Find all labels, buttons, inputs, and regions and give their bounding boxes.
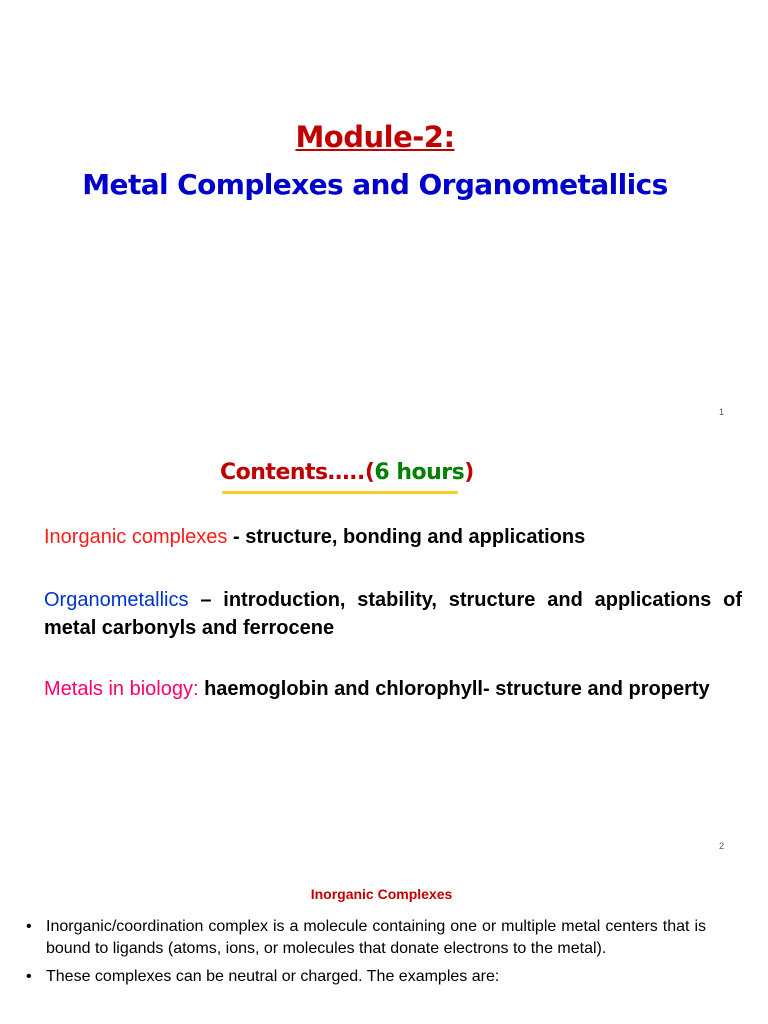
slide-title: Inorganic Complexes — [310, 886, 453, 902]
contents-item-lead: Metals in biology: — [44, 678, 199, 700]
title-slide — [0, 0, 768, 432]
module-heading: Module-2: — [295, 120, 455, 154]
bullet-icon: • — [26, 918, 32, 935]
slide-number: 2 — [718, 841, 724, 851]
bullet-list — [26, 916, 706, 994]
heading-highlight-underline — [222, 491, 458, 494]
contents-item-biology — [44, 675, 742, 703]
inorganic-complexes-slide — [0, 864, 768, 1024]
contents-heading-hours: 6 hours — [374, 460, 465, 485]
bullet-text: These complexes can be neutral or charged. The examples are: — [46, 968, 500, 985]
bullet-icon: • — [26, 968, 32, 985]
contents-item-text: – introduction, stability, structure and applications of metal carbonyls and ferrocene — [44, 589, 742, 639]
contents-item-lead: Inorganic complexes — [44, 526, 228, 548]
contents-heading — [220, 460, 474, 485]
contents-item-organometallics — [44, 586, 742, 642]
list-item — [26, 916, 706, 960]
contents-item-inorganic — [44, 523, 742, 551]
module-title: Metal Complexes and Organometallics — [82, 168, 668, 201]
slide-number: 1 — [718, 407, 724, 417]
contents-heading-suffix: ) — [464, 460, 474, 485]
contents-item-text: - structure, bonding and applications — [227, 526, 586, 548]
list-item — [26, 966, 706, 988]
contents-slide — [0, 432, 768, 864]
bullet-text: Inorganic/coordination complex is a molecule containing one or multiple metal centers that is bound to ligands (atoms, ions, or molecules that donate electrons to the metal). — [46, 918, 706, 957]
contents-item-lead: Organometallics — [44, 589, 189, 611]
contents-heading-prefix: Contents…..( — [220, 460, 375, 485]
contents-item-text: haemoglobin and chlorophyll- structure and property — [198, 678, 710, 700]
